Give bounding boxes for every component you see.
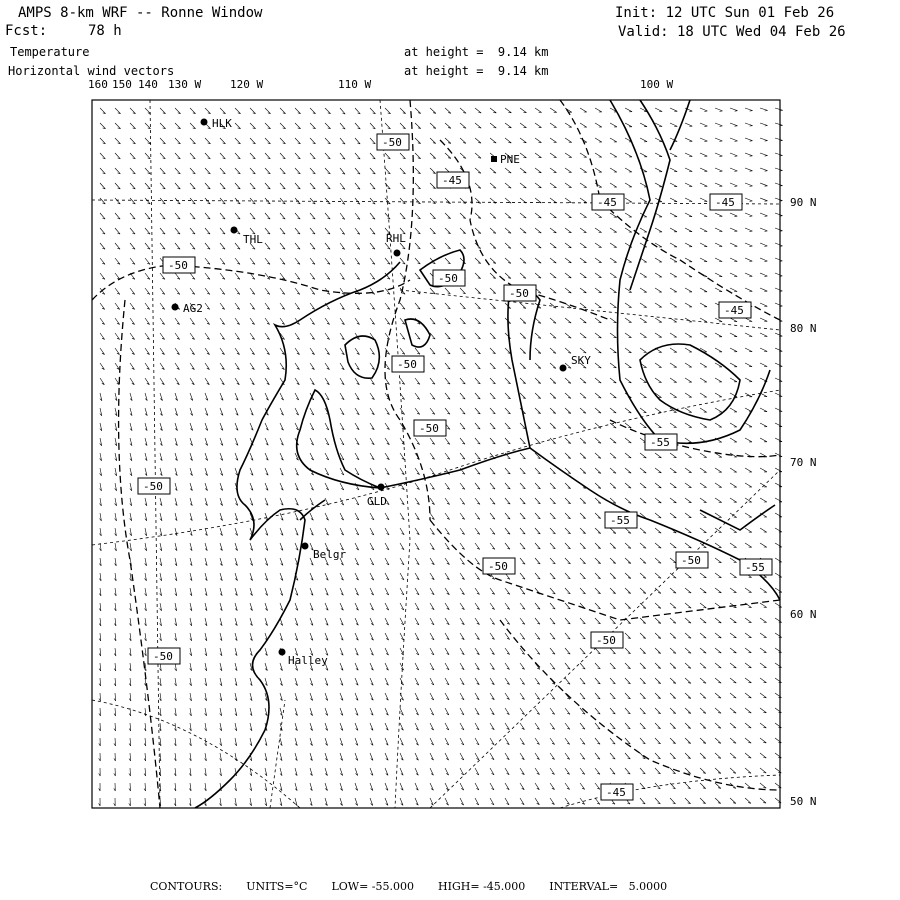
- station-label: SKY: [571, 354, 591, 367]
- contour-label: -50: [143, 480, 163, 493]
- station-label: HLK: [212, 117, 232, 130]
- station-marker: [231, 227, 238, 234]
- contour-label: -50: [681, 554, 701, 567]
- contour-label: -50: [509, 287, 529, 300]
- lon-label: 160: [88, 78, 108, 91]
- forecast-label: Fcst:: [5, 23, 48, 39]
- station-label: AG2: [183, 302, 203, 315]
- lat-label: 90 N: [790, 196, 817, 209]
- contours-label: CONTOURS:: [150, 880, 223, 893]
- contour-label: -50: [596, 634, 616, 647]
- contour-label: -45: [724, 304, 744, 317]
- wind-vector-field: [99, 108, 783, 806]
- lon-label: 150: [112, 78, 132, 91]
- contour-label: -50: [153, 650, 173, 663]
- contour-labels: [138, 134, 772, 800]
- contour-label: -50: [438, 272, 458, 285]
- contour-label: -45: [715, 196, 735, 209]
- coastlines: [195, 100, 780, 808]
- forecast-hours: 78 h: [88, 23, 122, 39]
- wind-vectors: [99, 108, 783, 806]
- contour-label: -50: [382, 136, 402, 149]
- contour-label: -50: [488, 560, 508, 573]
- high-value: HIGH= -45.000: [438, 880, 526, 893]
- contour-label: -50: [419, 422, 439, 435]
- lon-label: 100 W: [640, 78, 674, 91]
- contour-label: -55: [745, 561, 765, 574]
- contour-legend: [150, 880, 691, 893]
- lon-label: 130 W: [168, 78, 202, 91]
- station-marker: [279, 649, 286, 656]
- units-label: UNITS=°C: [246, 880, 308, 893]
- station-label: Halley: [288, 654, 328, 667]
- graticule: [92, 100, 780, 808]
- station-label: PNE: [500, 153, 520, 166]
- contour-label: -45: [606, 786, 626, 799]
- station-marker: [302, 543, 309, 550]
- map-title: AMPS 8-km WRF -- Ronne Window: [18, 5, 263, 21]
- field-temperature-label: Temperature: [10, 45, 90, 59]
- station-marker: [378, 484, 385, 491]
- field-wind-label: Horizontal wind vectors: [8, 64, 175, 78]
- height-label-2: at height = 9.14 km: [404, 64, 549, 78]
- contour-label: -55: [650, 436, 670, 449]
- interval-value: INTERVAL= 5.0000: [549, 880, 668, 893]
- station-marker: [201, 119, 208, 126]
- contour-label: -55: [610, 514, 630, 527]
- station-label: RHL: [386, 232, 406, 245]
- station-marker: [172, 304, 179, 311]
- station-label: GLD: [367, 495, 387, 508]
- lat-label: 80 N: [790, 322, 817, 335]
- station-label: THL: [243, 233, 263, 246]
- station-label: Belgr: [313, 548, 347, 561]
- plot-frame: [92, 100, 780, 808]
- station-marker: [394, 250, 401, 257]
- contour-label: -45: [442, 174, 462, 187]
- lon-label: 120 W: [230, 78, 264, 91]
- height-label-1: at height = 9.14 km: [404, 45, 549, 59]
- contour-label: -45: [597, 196, 617, 209]
- low-value: LOW= -55.000: [331, 880, 415, 893]
- station-marker: [491, 156, 497, 162]
- lon-label: 110 W: [338, 78, 372, 91]
- lat-label: 50 N: [790, 795, 817, 808]
- init-time: Init: 12 UTC Sun 01 Feb 26: [615, 5, 835, 21]
- lat-label: 60 N: [790, 608, 817, 621]
- temperature-contours: [92, 100, 780, 808]
- contour-label: -50: [397, 358, 417, 371]
- lat-label: 70 N: [790, 456, 817, 469]
- contour-label: -50: [168, 259, 188, 272]
- lon-label: 140: [138, 78, 158, 91]
- station-marker: [560, 365, 567, 372]
- stations: [172, 117, 592, 667]
- valid-time: Valid: 18 UTC Wed 04 Feb 26: [618, 24, 846, 40]
